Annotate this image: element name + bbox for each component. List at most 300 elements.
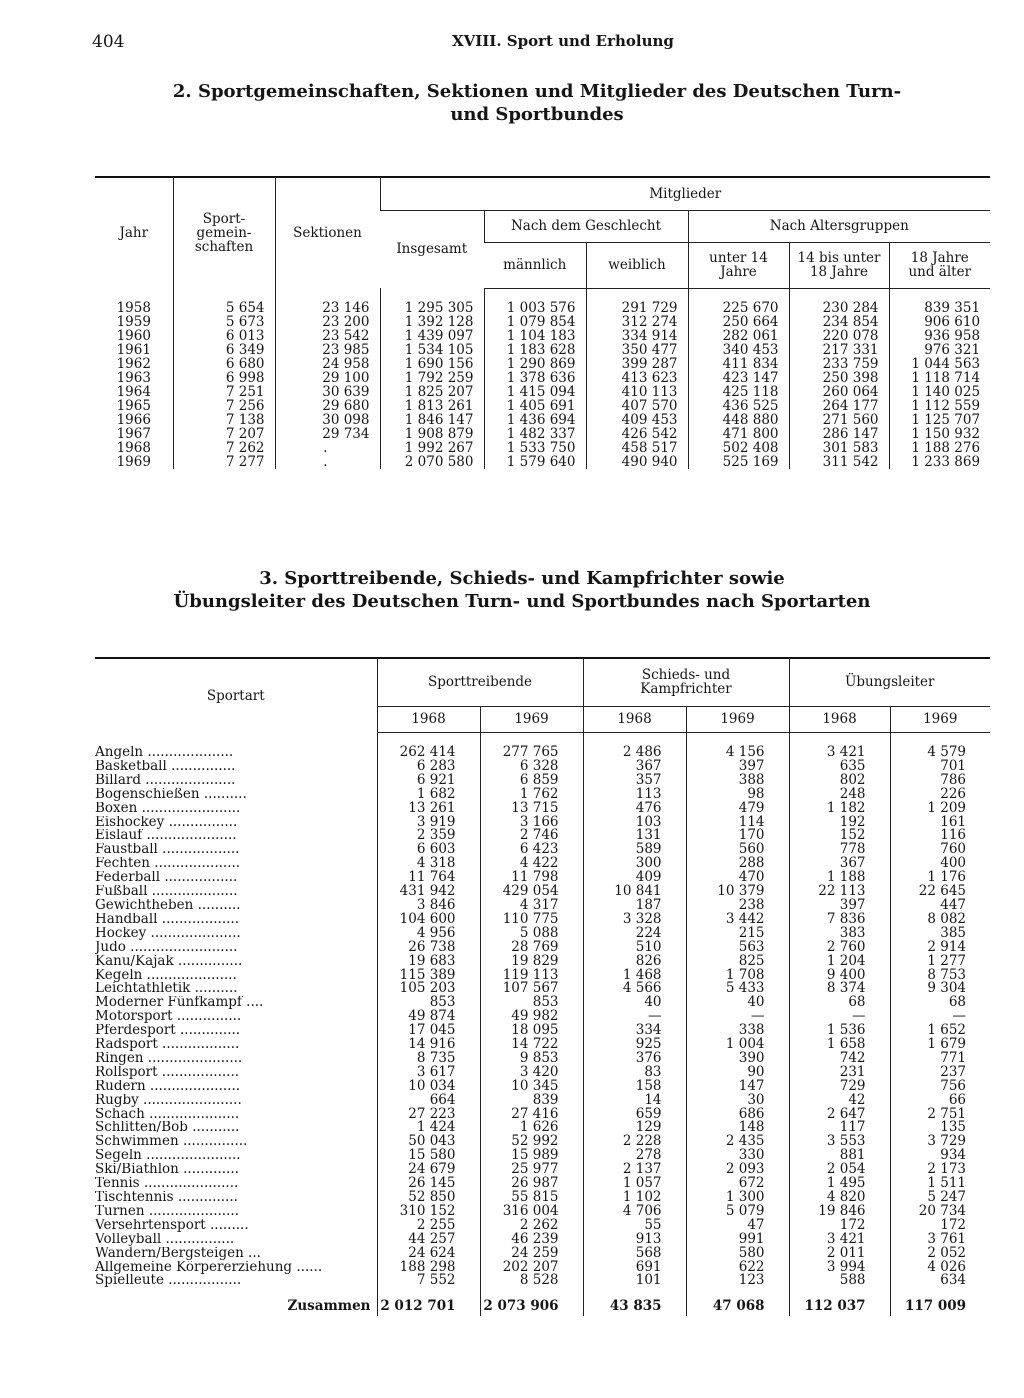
table-cell: 560 <box>686 843 789 857</box>
sportart-label: Eislauf ..................... <box>95 829 237 844</box>
table-cell: 1 495 <box>789 1177 890 1191</box>
table-cell: 7 836 <box>789 913 890 927</box>
page-number: 404 <box>92 32 125 52</box>
table-cell: 1 118 714 <box>889 371 990 385</box>
table-cell: 1 188 <box>789 871 890 885</box>
table-cell: 1 436 694 <box>484 413 586 427</box>
table-cell: 215 <box>686 927 789 941</box>
table-cell: 502 408 <box>688 441 789 455</box>
table-cell: 4 956 <box>377 927 480 941</box>
table-cell: 147 <box>686 1080 789 1094</box>
table-cell: 1 209 <box>890 802 990 816</box>
table-row <box>95 329 990 343</box>
table-cell: 2 760 <box>789 941 890 955</box>
table-cell: 316 004 <box>480 1205 583 1219</box>
header-nach-geschlecht: Nach dem Geschlecht <box>484 210 688 242</box>
table-cell: 525 169 <box>688 455 789 469</box>
table-cell: 436 525 <box>688 399 789 413</box>
table-cell: 2 435 <box>686 1135 789 1149</box>
table-row <box>95 1274 990 1288</box>
table-cell: 28 769 <box>480 941 583 955</box>
table-cell: 234 854 <box>789 315 889 329</box>
table-cell: 13 261 <box>377 802 480 816</box>
table-cell: 664 <box>377 1094 480 1108</box>
table-cell: 413 623 <box>586 371 688 385</box>
header-uebungsleiter-1969: 1969 <box>890 706 990 732</box>
table-cell: 367 <box>789 857 890 871</box>
table-cell: 2 228 <box>583 1135 686 1149</box>
table-cell: 300 <box>583 857 686 871</box>
running-head: XVIII. Sport und Erholung <box>452 32 674 50</box>
header-maennlich: männlich <box>484 242 586 288</box>
table-cell: 29 680 <box>275 399 380 413</box>
table-cell: 701 <box>890 760 990 774</box>
table-cell: 10 034 <box>377 1080 480 1094</box>
sportart-label: Rudern ..................... <box>95 1079 241 1094</box>
table-cell: 471 800 <box>688 427 789 441</box>
table2-title-line1: 2. Sportgemeinschaften, Sektionen und Mitglieder des Deutschen Turn- <box>172 81 902 102</box>
table-cell: 490 940 <box>586 455 688 469</box>
table-cell: 55 <box>583 1219 686 1233</box>
table-cell: 148 <box>686 1121 789 1135</box>
table-cell: 6 328 <box>480 760 583 774</box>
table-cell: 188 298 <box>377 1261 480 1275</box>
table-cell: 1 003 576 <box>484 301 586 315</box>
table-cell: 1 183 628 <box>484 343 586 357</box>
table-cell: 1 392 128 <box>380 315 484 329</box>
table-cell: 1 482 337 <box>484 427 586 441</box>
table-cell: 22 113 <box>789 885 890 899</box>
table-cell: 30 639 <box>275 385 380 399</box>
sportart-label: Hockey ..................... <box>95 926 241 941</box>
table-cell: 104 600 <box>377 913 480 927</box>
table-cell: 1 140 025 <box>889 385 990 399</box>
table-cell: 423 147 <box>688 371 789 385</box>
table-cell: 1 424 <box>377 1121 480 1135</box>
table-cell: 409 <box>583 871 686 885</box>
table-cell: 27 223 <box>377 1108 480 1122</box>
table-cell: 934 <box>890 1149 990 1163</box>
table-cell: 729 <box>789 1080 890 1094</box>
table-cell: 312 274 <box>586 315 688 329</box>
table3-title-line1: 3. Sporttreibende, Schieds- und Kampfrichter sowie <box>259 568 785 589</box>
header-mitglieder: Mitglieder <box>380 177 990 210</box>
table-row <box>95 315 990 329</box>
table-cell: 5 654 <box>173 301 275 315</box>
table-cell: 397 <box>686 760 789 774</box>
header-insgesamt: Insgesamt <box>380 210 484 288</box>
table-cell: 2 137 <box>583 1163 686 1177</box>
table-cell: — <box>789 1010 890 1024</box>
table-cell: 23 200 <box>275 315 380 329</box>
table-cell: 3 846 <box>377 899 480 913</box>
table-cell: 17 045 <box>377 1024 480 1038</box>
table-cell: 1 176 <box>890 871 990 885</box>
table-cell: 385 <box>890 927 990 941</box>
table-cell: 4 317 <box>480 899 583 913</box>
table-cell: 29 100 <box>275 371 380 385</box>
table-cell: 42 <box>789 1094 890 1108</box>
table-cell: 24 679 <box>377 1163 480 1177</box>
table-cell: 117 <box>789 1121 890 1135</box>
table-cell: 409 453 <box>586 413 688 427</box>
table-cell: 4 318 <box>377 857 480 871</box>
table-cell: 14 722 <box>480 1038 583 1052</box>
table-cell: 6 423 <box>480 843 583 857</box>
table-cell: 4 026 <box>890 1261 990 1275</box>
table2-title <box>25 80 1024 126</box>
table-cell: 580 <box>686 1247 789 1261</box>
table-cell: 1 104 183 <box>484 329 586 343</box>
table-cell: 388 <box>686 774 789 788</box>
table-row <box>95 301 990 315</box>
table-cell: 2 486 <box>583 746 686 760</box>
table3-sportarten <box>95 657 990 1316</box>
table-cell: . <box>275 455 380 469</box>
table-cell: 429 054 <box>480 885 583 899</box>
table-cell: 1 405 691 <box>484 399 586 413</box>
table-cell: 47 068 <box>686 1288 789 1316</box>
table-cell: 83 <box>583 1066 686 1080</box>
table-cell: 24 259 <box>480 1247 583 1261</box>
header-schiedsrichter: Schieds- und Kampfrichter <box>583 658 789 706</box>
table-cell: 340 453 <box>688 343 789 357</box>
table-row <box>95 441 990 455</box>
table-cell: 260 064 <box>789 385 889 399</box>
table-cell: 1 652 <box>890 1024 990 1038</box>
header-sporttreibende-1969: 1969 <box>480 706 583 732</box>
header-weiblich: weiblich <box>586 242 688 288</box>
sportart-label: Leichtathletik .......... <box>95 982 238 997</box>
table-cell: 10 379 <box>686 885 789 899</box>
table-cell: 68 <box>789 996 890 1010</box>
table-cell: 66 <box>890 1094 990 1108</box>
table-cell: 1 204 <box>789 955 890 969</box>
table-cell: 839 351 <box>889 301 990 315</box>
table3-body <box>95 732 990 1316</box>
table-cell: 839 <box>480 1094 583 1108</box>
table-cell: 510 <box>583 941 686 955</box>
sportart-label: Versehrtensport ......... <box>95 1218 249 1233</box>
table-cell: 44 257 <box>377 1233 480 1247</box>
table-cell: 1 044 563 <box>889 357 990 371</box>
table-cell: 6 921 <box>377 774 480 788</box>
table-cell: 376 <box>583 1052 686 1066</box>
table-cell: 8 753 <box>890 969 990 983</box>
table-cell: 1 277 <box>890 955 990 969</box>
table-cell: 1 534 105 <box>380 343 484 357</box>
table-cell: 431 942 <box>377 885 480 899</box>
table-cell: 1 290 869 <box>484 357 586 371</box>
table-cell: 2 262 <box>480 1219 583 1233</box>
sportart-label: Kegeln ..................... <box>95 968 237 983</box>
table-cell: 635 <box>789 760 890 774</box>
table-cell: 291 729 <box>586 301 688 315</box>
table-cell: 390 <box>686 1052 789 1066</box>
sportart-label: Fußball .................... <box>95 885 238 899</box>
table-cell: 756 <box>890 1080 990 1094</box>
table-cell: 172 <box>890 1219 990 1233</box>
sportart-label: Kanu/Kajak ............... <box>95 954 243 969</box>
table-cell: 2 011 <box>789 1247 890 1261</box>
table-cell: 881 <box>789 1149 890 1163</box>
table-cell: 771 <box>890 1052 990 1066</box>
table-cell: 271 560 <box>789 413 889 427</box>
table-cell: 4 156 <box>686 746 789 760</box>
table-cell: 131 <box>583 829 686 843</box>
table-cell: 50 043 <box>377 1135 480 1149</box>
table-cell: 3 761 <box>890 1233 990 1247</box>
table-cell: 1 004 <box>686 1038 789 1052</box>
table-cell: 367 <box>583 760 686 774</box>
table-cell: 6 680 <box>173 357 275 371</box>
table-cell: 238 <box>686 899 789 913</box>
table-cell: 6 283 <box>377 760 480 774</box>
table-cell: 27 416 <box>480 1108 583 1122</box>
table-cell: 22 645 <box>890 885 990 899</box>
table-cell: 1 415 094 <box>484 385 586 399</box>
table-cell: 19 829 <box>480 955 583 969</box>
table-cell: 6 013 <box>173 329 275 343</box>
table-cell: 5 433 <box>686 982 789 996</box>
table-cell: 1961 <box>116 342 151 358</box>
table-cell: 8 374 <box>789 982 890 996</box>
table-cell: 1 182 <box>789 802 890 816</box>
sportart-label: Moderner Fünfkampf .... <box>95 996 264 1011</box>
table-cell: 2 746 <box>480 829 583 843</box>
table-cell: 853 <box>377 996 480 1010</box>
table-cell: — <box>686 1010 789 1024</box>
header-18aelter: 18 Jahre und älter <box>889 242 990 288</box>
table-cell: 158 <box>583 1080 686 1094</box>
sportart-label: Billard ..................... <box>95 773 236 788</box>
table-cell: 5 079 <box>686 1205 789 1219</box>
table-cell: 7 138 <box>173 413 275 427</box>
table-cell: 11 798 <box>480 871 583 885</box>
table-cell: 1 188 276 <box>889 441 990 455</box>
table-cell: 383 <box>789 927 890 941</box>
sportart-label: Tennis ...................... <box>95 1177 239 1191</box>
table-cell: 7 262 <box>173 441 275 455</box>
table-cell: 1 813 261 <box>380 399 484 413</box>
sportart-label: Eishockey ................ <box>95 815 238 830</box>
table-cell: 23 146 <box>275 301 380 315</box>
table-cell: 1 112 559 <box>889 399 990 413</box>
sportart-label: Volleyball ................ <box>95 1232 235 1247</box>
table-cell: 1967 <box>116 426 151 442</box>
table-cell: 1 626 <box>480 1121 583 1135</box>
sportart-label: Handball .................. <box>95 912 240 927</box>
table-cell: 248 <box>789 788 890 802</box>
table-cell: 224 <box>583 927 686 941</box>
table-cell: 233 759 <box>789 357 889 371</box>
table-cell: 2 647 <box>789 1108 890 1122</box>
table-cell: 399 287 <box>586 357 688 371</box>
table-cell: 101 <box>583 1274 686 1288</box>
table-cell: 3 420 <box>480 1066 583 1080</box>
table-cell: 400 <box>890 857 990 871</box>
table-cell: 24 958 <box>275 357 380 371</box>
table-cell: 220 078 <box>789 329 889 343</box>
table-cell: 1 708 <box>686 969 789 983</box>
table-row <box>95 455 990 469</box>
table-cell: 2 012 701 <box>377 1288 480 1316</box>
table-cell: 25 977 <box>480 1163 583 1177</box>
table-cell: 786 <box>890 774 990 788</box>
table-cell: 116 <box>890 829 990 843</box>
table-cell: 2 073 906 <box>480 1288 583 1316</box>
table-cell: 2 173 <box>890 1163 990 1177</box>
sportart-label: Schlitten/Bob ........... <box>95 1121 240 1136</box>
table-cell: 470 <box>686 871 789 885</box>
table-cell: 310 152 <box>377 1205 480 1219</box>
table-cell: 1962 <box>116 356 151 372</box>
table-cell: 112 037 <box>789 1288 890 1316</box>
table-cell: 192 <box>789 816 890 830</box>
table-cell: 1 378 636 <box>484 371 586 385</box>
table-cell: 250 664 <box>688 315 789 329</box>
table-cell: 230 284 <box>789 301 889 315</box>
table-cell: 170 <box>686 829 789 843</box>
table-cell: 68 <box>890 996 990 1010</box>
sportart-label: Allgemeine Körpererziehung ...... <box>95 1260 323 1275</box>
sportart-label: Faustball .................. <box>95 843 240 858</box>
table-cell: 187 <box>583 899 686 913</box>
table-cell: 49 874 <box>377 1010 480 1024</box>
table-cell: 117 009 <box>890 1288 990 1316</box>
table-cell: 410 113 <box>586 385 688 399</box>
table-cell: 3 328 <box>583 913 686 927</box>
header-schiedsrichter-1969: 1969 <box>686 706 789 732</box>
table-cell: 202 207 <box>480 1261 583 1275</box>
table-cell: 119 113 <box>480 969 583 983</box>
table-cell: 458 517 <box>586 441 688 455</box>
table-cell: 23 542 <box>275 329 380 343</box>
table-cell: 330 <box>686 1149 789 1163</box>
table-row <box>95 343 990 357</box>
table-cell: 4 820 <box>789 1191 890 1205</box>
table-cell: 225 670 <box>688 301 789 315</box>
header-jahr: Jahr <box>95 177 173 288</box>
table-cell: 5 088 <box>480 927 583 941</box>
table3-title-line2: Übungsleiter des Deutschen Turn- und Sportbundes nach Sportarten <box>173 591 871 612</box>
table-cell: 286 147 <box>789 427 889 441</box>
table-cell: 161 <box>890 816 990 830</box>
table-cell: 634 <box>890 1274 990 1288</box>
table-cell: 2 052 <box>890 1247 990 1261</box>
table-cell: — <box>890 1010 990 1024</box>
table-cell: 1 102 <box>583 1191 686 1205</box>
table-cell: 1 295 305 <box>380 301 484 315</box>
table-cell: 3 729 <box>890 1135 990 1149</box>
table-cell: 1969 <box>116 454 151 470</box>
table-cell: 237 <box>890 1066 990 1080</box>
table2-body <box>95 288 990 469</box>
table-cell: 1 079 854 <box>484 315 586 329</box>
table-cell: 10 841 <box>583 885 686 899</box>
table-cell: 1 300 <box>686 1191 789 1205</box>
table-cell: 853 <box>480 996 583 1010</box>
header-schiedsrichter-1968: 1968 <box>583 706 686 732</box>
table-cell: 30 098 <box>275 413 380 427</box>
table-cell: 1 682 <box>377 788 480 802</box>
table-cell: 407 570 <box>586 399 688 413</box>
sportart-label: Basketball ............... <box>95 759 236 774</box>
table-cell: 30 <box>686 1094 789 1108</box>
table-cell: 19 846 <box>789 1205 890 1219</box>
table-cell: 7 256 <box>173 399 275 413</box>
table-cell: 2 751 <box>890 1108 990 1122</box>
table-cell: 686 <box>686 1108 789 1122</box>
table-cell: 3 617 <box>377 1066 480 1080</box>
table-cell: 2 255 <box>377 1219 480 1233</box>
table-cell: 288 <box>686 857 789 871</box>
table-cell: 7 207 <box>173 427 275 441</box>
table-cell: 925 <box>583 1038 686 1052</box>
table-cell: 1959 <box>116 314 151 330</box>
table-cell: 479 <box>686 802 789 816</box>
sportart-label: Rugby ....................... <box>95 1093 242 1108</box>
table-cell: 40 <box>686 996 789 1010</box>
table-cell: 1 679 <box>890 1038 990 1052</box>
total-row <box>95 1288 990 1316</box>
table-cell: 447 <box>890 899 990 913</box>
sportart-label: Turnen ..................... <box>95 1204 239 1219</box>
table2-members <box>95 176 990 469</box>
table-cell: 103 <box>583 816 686 830</box>
sportart-label: Pferdesport .............. <box>95 1024 241 1039</box>
sportart-label: Ringen ...................... <box>95 1051 243 1066</box>
sportart-label: Rollsport .................. <box>95 1065 240 1080</box>
table-cell: 98 <box>686 788 789 802</box>
sportart-label: Wandern/Bergsteigen ... <box>95 1246 261 1261</box>
table-cell: 11 764 <box>377 871 480 885</box>
table-cell: 588 <box>789 1274 890 1288</box>
table-cell: 282 061 <box>688 329 789 343</box>
table-cell: 6 998 <box>173 371 275 385</box>
table-cell: 14 <box>583 1094 686 1108</box>
table-cell: 135 <box>890 1121 990 1135</box>
sportart-label: Schach ..................... <box>95 1107 240 1122</box>
sportart-label: Zusammen <box>287 1298 371 1315</box>
table-cell: 448 880 <box>688 413 789 427</box>
table2-title-line2: und Sportbundes <box>450 104 624 125</box>
table-cell: 113 <box>583 788 686 802</box>
sportart-label: Boxen ....................... <box>95 801 241 816</box>
sportart-label: Ski/Biathlon ............. <box>95 1163 239 1178</box>
table-cell: 589 <box>583 843 686 857</box>
table-cell: 2 054 <box>789 1163 890 1177</box>
table-cell: 1963 <box>116 370 151 386</box>
table-row <box>95 413 990 427</box>
table-cell: 7 251 <box>173 385 275 399</box>
table-cell: 10 345 <box>480 1080 583 1094</box>
table-cell: 26 145 <box>377 1177 480 1191</box>
table-cell: 1968 <box>116 440 151 456</box>
table-cell: 906 610 <box>889 315 990 329</box>
table-cell: . <box>275 441 380 455</box>
table-cell: 425 118 <box>688 385 789 399</box>
table-cell: 14 916 <box>377 1038 480 1052</box>
table-cell: 115 389 <box>377 969 480 983</box>
header-uebungsleiter-1968: 1968 <box>789 706 890 732</box>
table-cell: 1 439 097 <box>380 329 484 343</box>
table-cell: 43 835 <box>583 1288 686 1316</box>
table-cell: 49 982 <box>480 1010 583 1024</box>
table-cell: 1964 <box>116 384 151 400</box>
sportart-label: Tischtennis .............. <box>95 1191 238 1205</box>
table-cell: 123 <box>686 1274 789 1288</box>
